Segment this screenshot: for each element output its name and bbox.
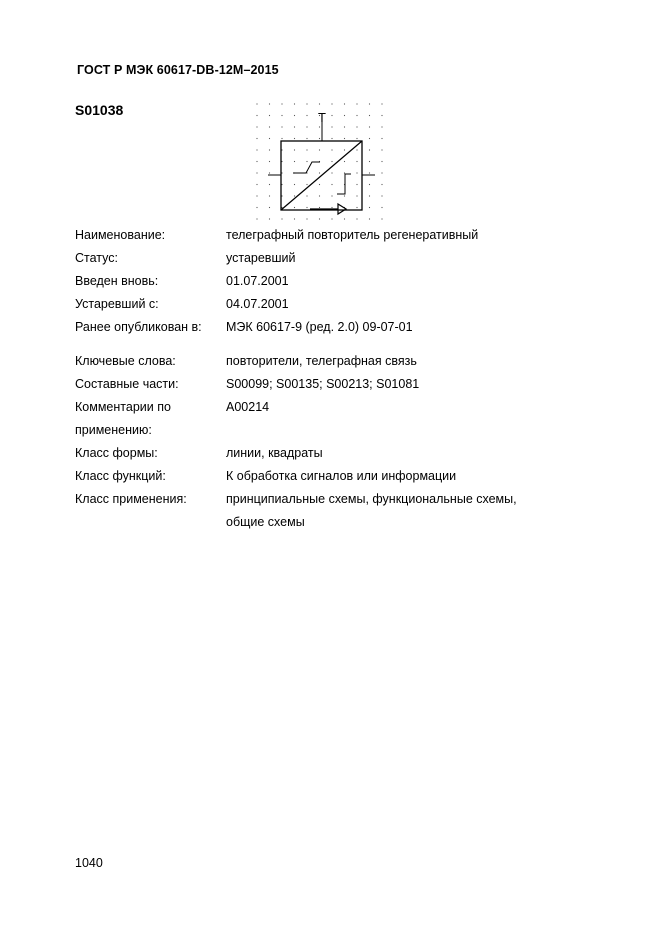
field-label-keywords: Ключевые слова:: [75, 354, 176, 368]
grid-dot: [369, 218, 370, 219]
grid-dot: [281, 115, 282, 116]
grid-dot: [319, 195, 320, 196]
symbol-diagonal: [281, 141, 362, 210]
grid-dot: [256, 115, 257, 116]
field-label-application-notes: Комментарии по: [75, 400, 171, 414]
grid-dot: [381, 138, 382, 139]
field-label-application-class: Класс применения:: [75, 492, 187, 506]
field-value-application-class-cont: общие схемы: [226, 515, 305, 529]
grid-dot: [319, 149, 320, 150]
grid-dot: [269, 218, 270, 219]
grid-dot: [344, 218, 345, 219]
grid-dot: [256, 184, 257, 185]
grid-dot: [381, 184, 382, 185]
grid-dot: [306, 103, 307, 104]
grid-dot: [281, 103, 282, 104]
grid-dot: [256, 195, 257, 196]
grid-dot: [381, 115, 382, 116]
field-value-shape-class: линии, квадраты: [226, 446, 323, 460]
grid-dot: [294, 161, 295, 162]
grid-dot: [344, 103, 345, 104]
grid-dot: [294, 195, 295, 196]
grid-dot: [294, 218, 295, 219]
field-label-application-notes-cont: применению:: [75, 423, 152, 437]
grid-dot: [256, 218, 257, 219]
grid-dot: [356, 161, 357, 162]
grid-dot: [344, 115, 345, 116]
grid-dot: [256, 207, 257, 208]
grid-dot: [331, 103, 332, 104]
field-label-previously-published: Ранее опубликован в:: [75, 320, 202, 334]
grid-dot: [381, 126, 382, 127]
grid-dot: [369, 161, 370, 162]
signal-arrow-head: [338, 204, 346, 214]
grid-dot: [269, 115, 270, 116]
grid-dot: [319, 184, 320, 185]
grid-dot: [294, 103, 295, 104]
document-header: ГОСТ Р МЭК 60617-DB-12M–2015: [77, 63, 279, 77]
grid-dot: [269, 207, 270, 208]
grid-dot: [356, 126, 357, 127]
grid-dot: [319, 172, 320, 173]
grid-dot: [331, 218, 332, 219]
grid-dot: [369, 149, 370, 150]
field-value-application-class: принципиальные схемы, функциональные схемы,: [226, 492, 517, 506]
grid-dot: [344, 138, 345, 139]
field-label-function-class: Класс функций:: [75, 469, 166, 483]
grid-dot: [331, 184, 332, 185]
field-value-function-class: К обработка сигналов или информации: [226, 469, 457, 483]
grid-dot: [331, 149, 332, 150]
grid-dot: [381, 218, 382, 219]
grid-dot: [331, 115, 332, 116]
grid-dot: [369, 103, 370, 104]
grid-dot: [256, 161, 257, 162]
distorted-pulse-icon: [293, 162, 320, 173]
grid-dot: [356, 103, 357, 104]
grid-dot: [369, 115, 370, 116]
grid-dot: [306, 161, 307, 162]
field-label-obsolete-since: Устаревший с:: [75, 297, 159, 311]
grid-dot: [256, 149, 257, 150]
regenerative-repeater-symbol: [250, 98, 390, 223]
page-number: 1040: [75, 856, 103, 870]
grid-dot: [281, 218, 282, 219]
field-label-components: Составные части:: [75, 377, 179, 391]
grid-dot: [281, 126, 282, 127]
grid-dot: [319, 138, 320, 139]
grid-dot: [269, 149, 270, 150]
field-value-components: S00099; S00135; S00213; S01081: [226, 377, 420, 391]
grid-dot: [269, 172, 270, 173]
grid-dot: [306, 138, 307, 139]
grid-dot: [344, 172, 345, 173]
grid-dot: [356, 195, 357, 196]
field-label-name: Наименование:: [75, 228, 166, 242]
terminal-letter: T: [318, 110, 326, 125]
grid-dot: [306, 184, 307, 185]
grid-dot: [294, 138, 295, 139]
grid-dot: [256, 172, 257, 173]
grid-dot: [381, 161, 382, 162]
grid-dot: [294, 126, 295, 127]
grid-dot: [344, 126, 345, 127]
field-value-obsolete-since: 04.07.2001: [226, 297, 289, 311]
grid-dot: [369, 195, 370, 196]
field-value-keywords: повторители, телеграфная связь: [226, 354, 417, 368]
grid-dot: [256, 138, 257, 139]
grid-dot: [356, 207, 357, 208]
regenerated-pulse-icon: [337, 174, 351, 194]
field-value-application-notes: A00214: [226, 400, 270, 414]
grid-dot: [319, 103, 320, 104]
grid-dot: [369, 172, 370, 173]
grid-dot: [269, 184, 270, 185]
field-value-name: телеграфный повторитель регенеративный: [226, 228, 479, 242]
grid-dot: [331, 207, 332, 208]
grid-dot: [294, 207, 295, 208]
grid-dot: [294, 149, 295, 150]
field-value-status: устаревший: [226, 251, 296, 265]
field-label-shape-class: Класс формы:: [75, 446, 158, 460]
grid-dot: [331, 138, 332, 139]
grid-dot: [356, 184, 357, 185]
symbol-code: S01038: [75, 102, 124, 118]
field-label-introduced: Введен вновь:: [75, 274, 159, 288]
grid-dot: [294, 115, 295, 116]
grid-dot: [306, 149, 307, 150]
grid-dot: [331, 172, 332, 173]
grid-dot: [356, 218, 357, 219]
grid-dot: [256, 126, 257, 127]
grid-dot: [356, 115, 357, 116]
grid-dot: [269, 195, 270, 196]
grid-dot: [306, 195, 307, 196]
grid-dot: [269, 126, 270, 127]
grid-dot: [281, 138, 282, 139]
grid-dot: [331, 195, 332, 196]
grid-dot: [306, 126, 307, 127]
grid-dot: [369, 184, 370, 185]
grid-dot: [306, 115, 307, 116]
grid-dot: [269, 103, 270, 104]
grid-dot: [356, 138, 357, 139]
grid-dot: [356, 172, 357, 173]
grid-dot: [306, 207, 307, 208]
grid-dot: [331, 126, 332, 127]
grid-dot: [344, 149, 345, 150]
grid-dot: [369, 207, 370, 208]
grid-dot: [319, 218, 320, 219]
grid-dot: [381, 103, 382, 104]
grid-dot: [294, 184, 295, 185]
field-label-status: Статус:: [75, 251, 118, 265]
grid-dot: [319, 207, 320, 208]
grid-dot: [319, 126, 320, 127]
field-value-previously-published: МЭК 60617-9 (ред. 2.0) 09-07-01: [226, 320, 413, 334]
grid-dot: [269, 161, 270, 162]
grid-dot: [306, 218, 307, 219]
grid-dot: [344, 195, 345, 196]
grid-dot: [381, 195, 382, 196]
grid-dot: [356, 149, 357, 150]
grid-dot: [256, 103, 257, 104]
field-value-introduced: 01.07.2001: [226, 274, 289, 288]
grid-dot: [381, 207, 382, 208]
grid-dot: [344, 161, 345, 162]
grid-dot: [331, 161, 332, 162]
grid-dot: [381, 172, 382, 173]
grid-dot: [369, 126, 370, 127]
grid-dot: [369, 138, 370, 139]
grid-dot: [381, 149, 382, 150]
grid-dot: [269, 138, 270, 139]
